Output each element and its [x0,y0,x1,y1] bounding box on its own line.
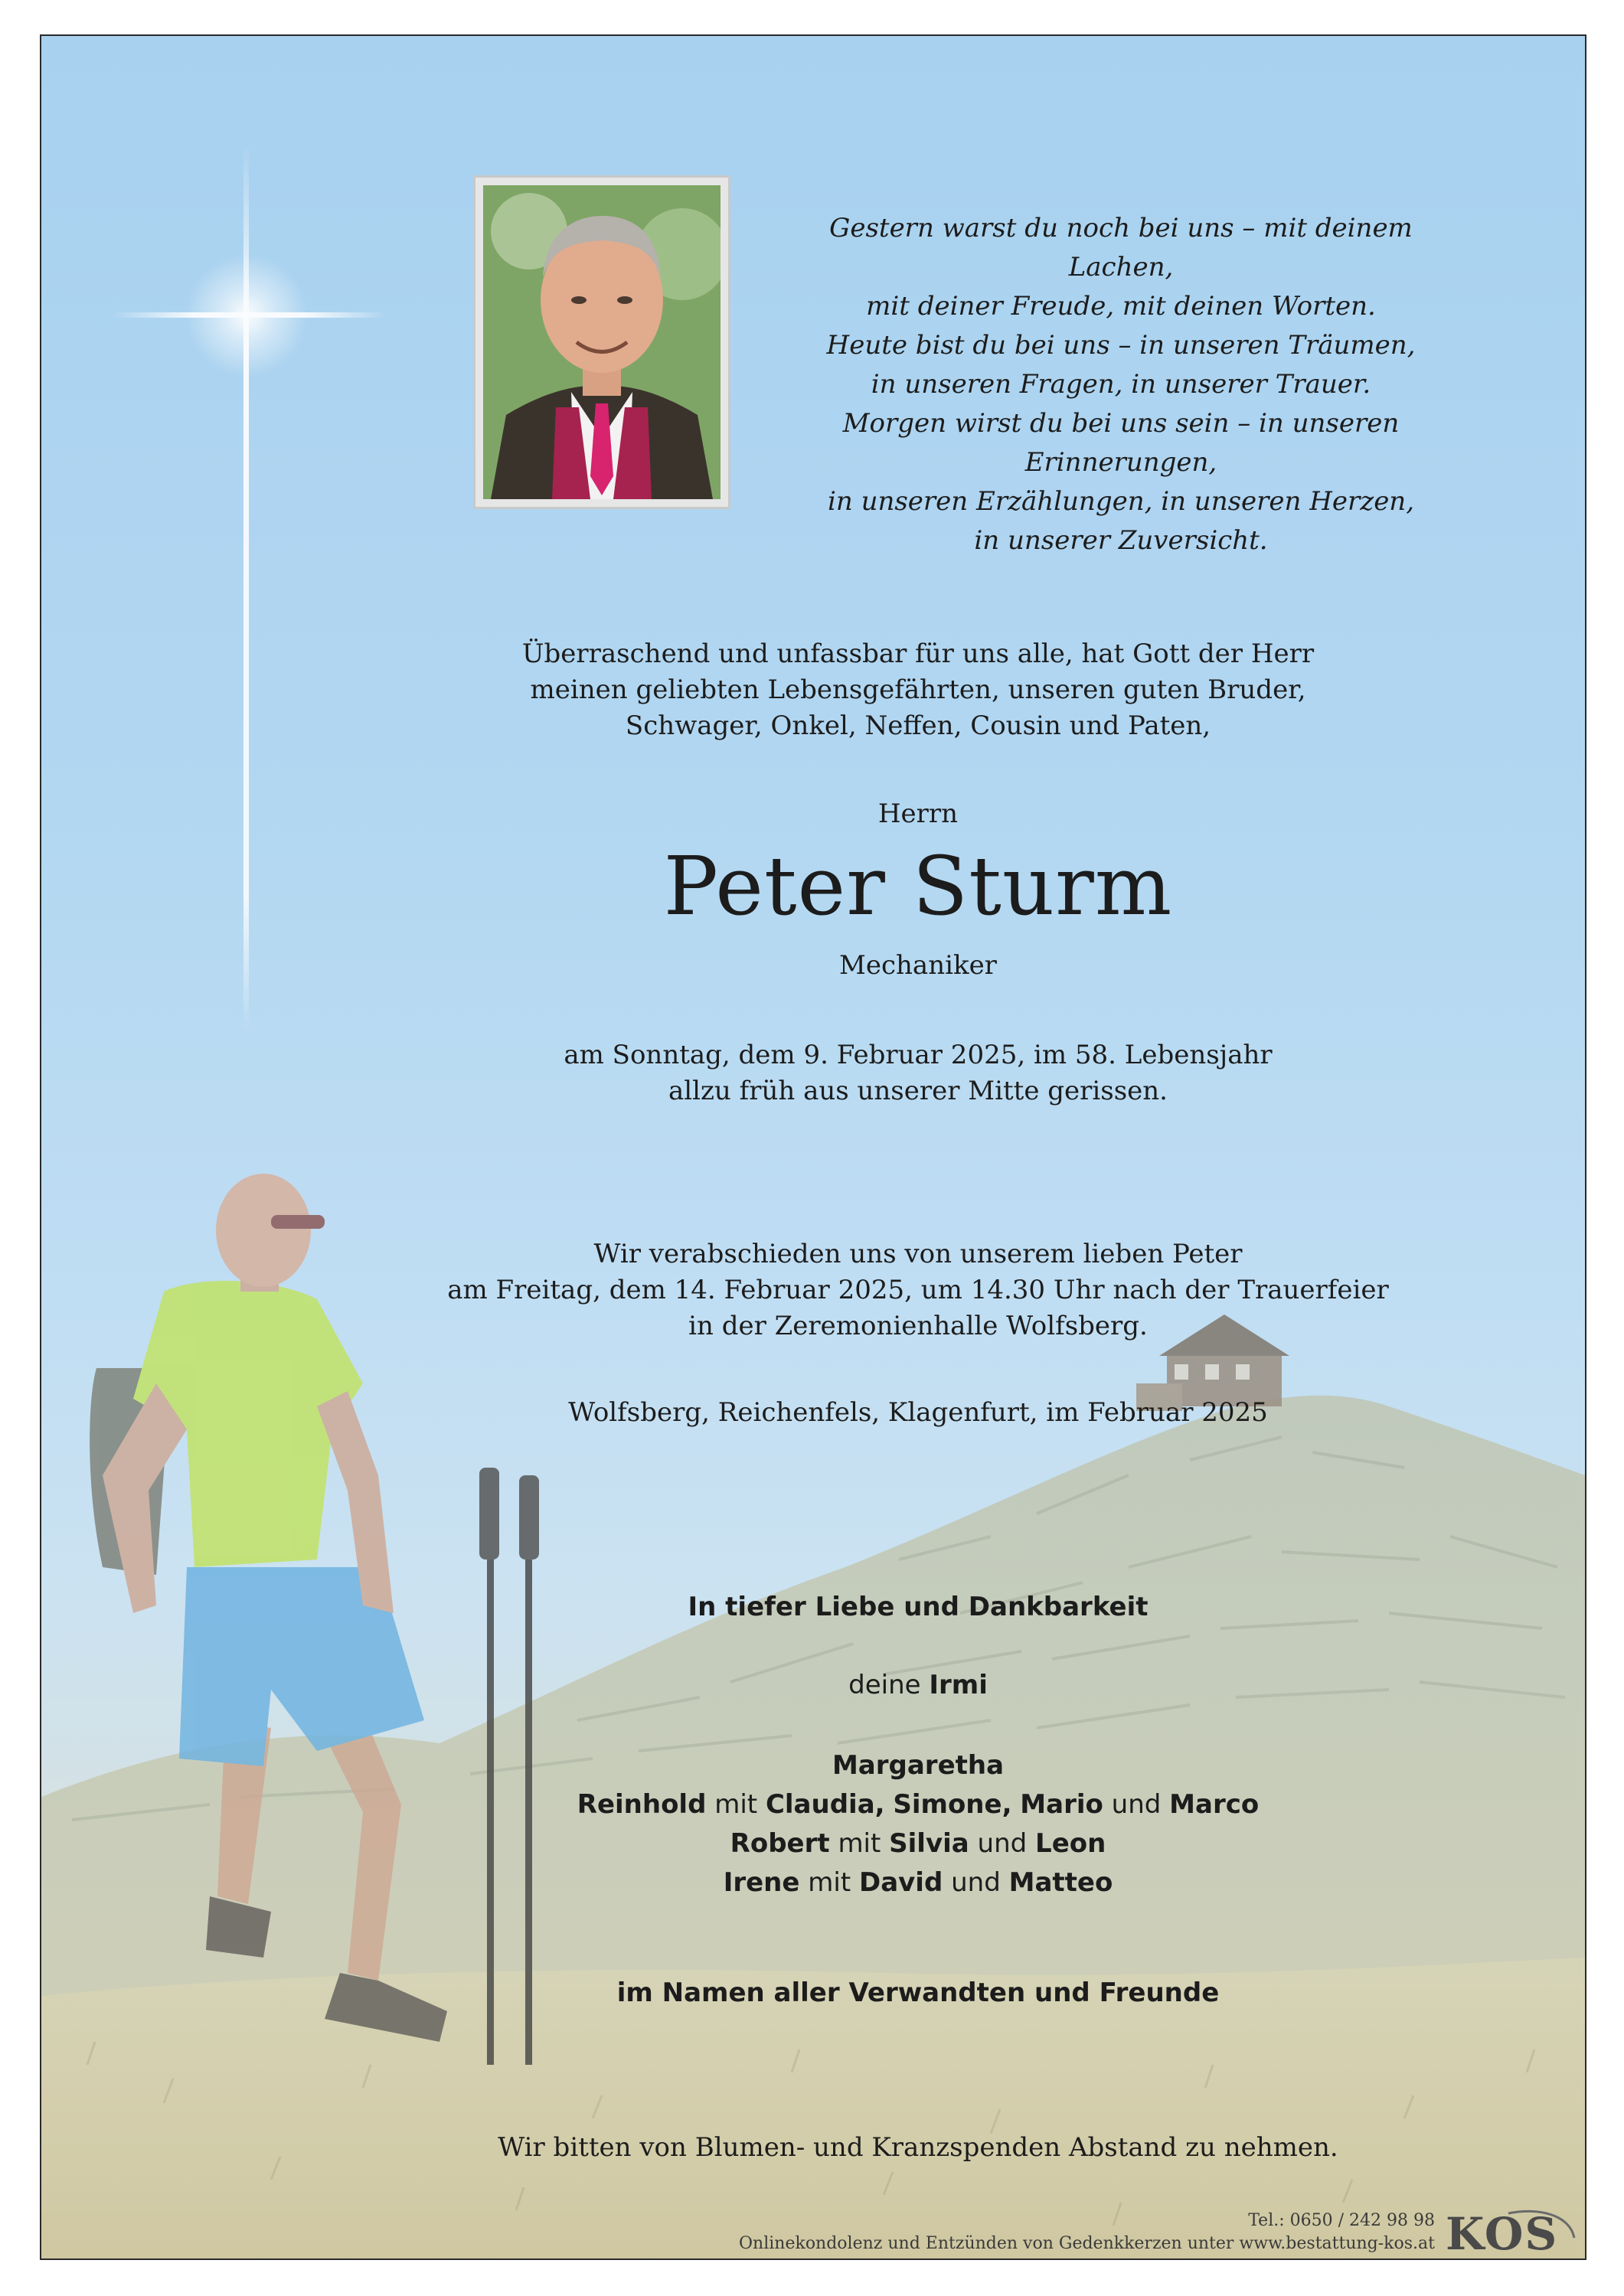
intro-line: Schwager, Onkel, Neffen, Cousin und Paten, [625,710,1211,741]
partner-prefix: deine [848,1670,921,1700]
portrait-illustration [483,185,721,499]
family-row [401,1785,1435,1824]
connector: und [977,1828,1028,1859]
family-row [401,1746,1435,1785]
connector: und [951,1867,1001,1898]
family-name: Irene [723,1867,800,1898]
poem-line: mit deiner Freude, mit deinen Worten. [866,291,1376,322]
kos-logo [1439,2207,1577,2258]
connector: mit [808,1867,851,1898]
deceased-name: Peter Sturm [663,839,1173,933]
farewell-notice [401,1236,1435,1344]
announcement-intro [401,636,1435,744]
poem-line: in unseren Fragen, in unserer Trauer. [871,369,1371,400]
family-name: David [858,1867,943,1898]
flowers-note: Wir bitten von Blumen- und Kranzspenden Abstand zu nehmen. [498,2132,1338,2163]
connector: mit [838,1828,881,1859]
family-name: Matteo [1008,1867,1113,1898]
death-line: am Sonntag, dem 9. Februar 2025, im 58. Lebensjahr [564,1040,1273,1070]
farewell-line: Wir verabschieden uns von unserem lieben Peter [593,1239,1243,1269]
love-line: In tiefer Liebe und Dankbarkeit [688,1592,1149,1622]
death-line: allzu früh aus unserer Mitte gerissen. [668,1076,1168,1106]
connector: mit [714,1789,758,1820]
poem-line: Heute bist du bei uns – in unseren Träumen, [826,330,1416,361]
poem-line: in unseren Erzählungen, in unseren Herzen, [827,486,1415,517]
poem [776,209,1466,560]
family-row [401,1824,1435,1863]
family-name: Margaretha [832,1750,1005,1781]
family-name: Mario [1020,1789,1103,1820]
family-row [401,1863,1435,1902]
intro-line: meinen geliebten Lebensgefährten, unseren guten Bruder, [530,674,1306,705]
partner-name: Irmi [929,1670,988,1700]
footer-online-condolence[interactable]: Onlinekondolenz und Entzünden von Gedenkkerzen unter www.bestattung-kos.at [739,2234,1435,2253]
poem-line: in unserer Zuversicht. [974,525,1268,556]
family-name: Leon [1035,1828,1106,1859]
death-notice [401,1037,1435,1109]
all-relatives-line: im Namen aller Verwandten und Freunde [616,1978,1220,2008]
intro-line: Überraschend und unfassbar für uns alle, hat Gott der Herr [521,639,1315,669]
poem-line: Gestern warst du noch bei uns – mit deinem Lachen, [829,213,1413,283]
obituary-card [40,34,1586,2260]
footer-phone: Tel.: 0650 / 242 98 98 [1248,2211,1435,2230]
family-name: Simone, [893,1789,1012,1820]
salutation: Herrn [877,799,959,829]
place-date: Wolfsberg, Reichenfels, Klagenfurt, im Februar 2025 [568,1397,1268,1428]
family-name: Claudia, [765,1789,885,1820]
profession: Mechaniker [839,950,997,981]
partner-line [401,1668,1435,1702]
portrait-photo [473,175,730,509]
logo-text: KOS [1446,2208,1559,2260]
family-name: Robert [730,1828,830,1859]
poem-line: Morgen wirst du bei uns sein – in unseren Erinnerungen, [842,408,1400,478]
connector: und [1111,1789,1162,1820]
farewell-line: in der Zeremonienhalle Wolfsberg. [688,1311,1148,1341]
family-list [401,1746,1435,1902]
family-name: Marco [1169,1789,1260,1820]
family-name: Silvia [889,1828,969,1859]
farewell-line: am Freitag, dem 14. Februar 2025, um 14.30 Uhr nach der Trauerfeier [447,1275,1389,1305]
family-name: Reinhold [577,1789,707,1820]
